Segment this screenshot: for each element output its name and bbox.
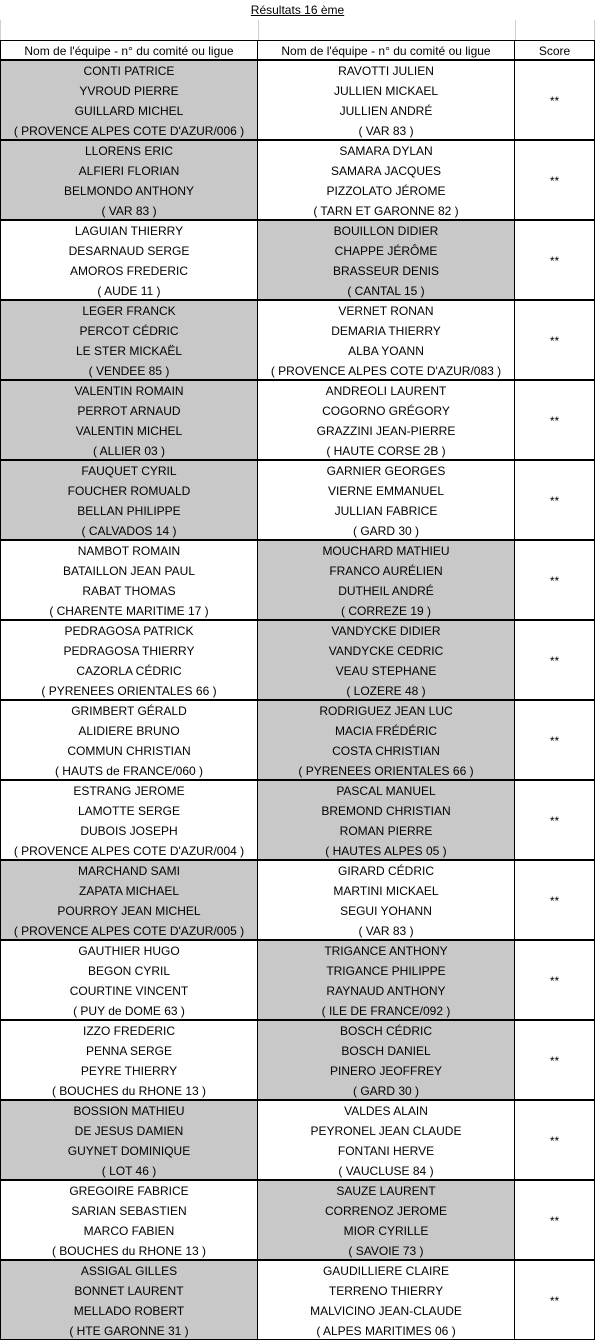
player-name: COMMUN CHRISTIAN xyxy=(67,744,191,758)
committee-label: ( ILE DE FRANCE/092 ) xyxy=(321,1004,451,1018)
player-name: ALIDIERE BRUNO xyxy=(78,724,180,738)
committee-label: ( GARD 30 ) xyxy=(352,524,419,538)
player-name: BOSCH DANIEL xyxy=(341,1044,431,1058)
player-name: BEGON CYRIL xyxy=(87,964,171,978)
player-name: RAVOTTI JULIEN xyxy=(338,64,434,78)
score-cell: ** xyxy=(514,380,595,460)
committee-label: ( LOT 46 ) xyxy=(101,1164,157,1178)
team-a-cell xyxy=(0,1100,258,1180)
team-b-cell xyxy=(257,1260,515,1340)
committee-label: ( TARN ET GARONNE 82 ) xyxy=(313,204,459,218)
score-cell: ** xyxy=(514,60,595,140)
committee-label: ( CALVADOS 14 ) xyxy=(81,524,177,538)
player-name: AMOROS FREDERIC xyxy=(69,264,188,278)
player-name: RAYNAUD ANTHONY xyxy=(326,984,446,998)
score-cell: ** xyxy=(514,540,595,620)
player-name: BELLAN PHILIPPE xyxy=(77,504,181,518)
player-name: FONTANI HERVE xyxy=(337,1144,435,1158)
player-name: PEYRONEL JEAN CLAUDE xyxy=(310,1124,462,1138)
team-b-cell xyxy=(257,140,515,220)
score-cell: ** xyxy=(514,700,595,780)
team-a-cell xyxy=(0,1260,258,1340)
header-team-a: Nom de l'équipe - n° du comité ou ligue xyxy=(0,40,258,60)
score-cell: ** xyxy=(514,1100,595,1180)
page-title: Résultats 16 ème xyxy=(250,3,345,17)
player-name: POURROY JEAN MICHEL xyxy=(57,904,201,918)
committee-label: ( BOUCHES du RHONE 13 ) xyxy=(51,1084,207,1098)
score-cell: ** xyxy=(514,860,595,940)
team-b-cell xyxy=(257,60,515,140)
player-name: CAZORLA CÉDRIC xyxy=(76,664,182,678)
match-row xyxy=(0,1260,595,1340)
score-cell: ** xyxy=(514,460,595,540)
player-name: SAMARA DYLAN xyxy=(339,144,433,158)
player-name: BOUILLON DIDIER xyxy=(333,224,439,238)
committee-label: ( SAVOIE 73 ) xyxy=(348,1244,424,1258)
player-name: GAUTHIER HUGO xyxy=(78,944,180,958)
player-name: BOSCH CÉDRIC xyxy=(339,1024,432,1038)
team-a-cell xyxy=(0,620,258,700)
player-name: COSTA CHRISTIAN xyxy=(332,744,440,758)
player-name: CONTI PATRICE xyxy=(83,64,175,78)
player-name: MARCHAND SAMI xyxy=(77,864,180,878)
player-name: TERRENO THIERRY xyxy=(328,1284,444,1298)
committee-label: ( PUY de DOME 63 ) xyxy=(73,1004,185,1018)
player-name: GRIMBERT GÉRALD xyxy=(71,704,187,718)
committee-label: ( AUDE 11 ) xyxy=(97,284,161,298)
team-b-cell xyxy=(257,1020,515,1100)
player-name: IZZO FREDERIC xyxy=(83,1024,175,1038)
player-name: JULLIEN MICKAEL xyxy=(333,84,439,98)
committee-label: ( VAR 83 ) xyxy=(358,924,414,938)
team-a-cell xyxy=(0,1180,258,1260)
score-cell: ** xyxy=(514,780,595,860)
score-cell: ** xyxy=(514,1180,595,1260)
player-name: PEDRAGOSA THIERRY xyxy=(63,644,195,658)
player-name: MALVICINO JEAN-CLAUDE xyxy=(310,1304,462,1318)
score-cell: ** xyxy=(514,1020,595,1100)
team-b-cell xyxy=(257,700,515,780)
committee-label: ( PROVENCE ALPES COTE D'AZUR/005 ) xyxy=(13,924,245,938)
player-name: COGORNO GRÉGORY xyxy=(322,404,450,418)
committee-label: ( HAUTES ALPES 05 ) xyxy=(325,844,447,858)
team-a-cell xyxy=(0,1020,258,1100)
player-name: PIZZOLATO JÉROME xyxy=(326,184,446,198)
committee-label: ( LOZERE 48 ) xyxy=(346,684,426,698)
team-a-cell xyxy=(0,300,258,380)
player-name: GRAZZINI JEAN-PIERRE xyxy=(316,424,456,438)
player-name: VALENTIN ROMAIN xyxy=(74,384,184,398)
team-b-cell xyxy=(257,220,515,300)
player-name: VANDYCKE DIDIER xyxy=(331,624,441,638)
team-a-cell xyxy=(0,140,258,220)
committee-label: ( VENDEE 85 ) xyxy=(88,364,170,378)
team-a-cell xyxy=(0,380,258,460)
player-name: MELLADO ROBERT xyxy=(73,1304,185,1318)
match-row xyxy=(0,1100,595,1180)
player-name: SARIAN SEBASTIEN xyxy=(71,1204,187,1218)
player-name: VEAU STEPHANE xyxy=(335,664,437,678)
team-a-cell xyxy=(0,540,258,620)
team-b-cell xyxy=(257,1180,515,1260)
committee-label: ( CHARENTE MARITIME 17 ) xyxy=(49,604,209,618)
player-name: BATAILLON JEAN PAUL xyxy=(62,564,196,578)
match-row xyxy=(0,1020,595,1100)
player-name: SAMARA JACQUES xyxy=(330,164,442,178)
committee-label: ( HAUTE CORSE 2B ) xyxy=(326,444,446,458)
player-name: ALFIERI FLORIAN xyxy=(78,164,180,178)
team-b-cell xyxy=(257,540,515,620)
player-name: DUTHEIL ANDRÉ xyxy=(338,584,434,598)
player-name: SEGUI YOHANN xyxy=(340,904,432,918)
player-name: SAUZE LAURENT xyxy=(336,1184,436,1198)
player-name: YVROUD PIERRE xyxy=(79,84,179,98)
committee-label: ( ALPES MARITIMES 06 ) xyxy=(316,1324,456,1338)
committee-label: ( PROVENCE ALPES COTE D'AZUR/004 ) xyxy=(13,844,245,858)
player-name: CORRENOZ JEROME xyxy=(324,1204,447,1218)
player-name: PEYRE THIERRY xyxy=(80,1064,178,1078)
player-name: BONNET LAURENT xyxy=(74,1284,184,1298)
player-name: DUBOIS JOSEPH xyxy=(80,824,178,838)
player-name: VALENTIN MICHEL xyxy=(75,424,183,438)
team-a-cell xyxy=(0,220,258,300)
header-score: Score xyxy=(514,40,595,60)
committee-label: ( PYRENEES ORIENTALES 66 ) xyxy=(298,764,474,778)
player-name: RODRIGUEZ JEAN LUC xyxy=(319,704,453,718)
team-b-cell xyxy=(257,940,515,1020)
player-name: ANDREOLI LAURENT xyxy=(325,384,447,398)
team-b-cell xyxy=(257,860,515,940)
committee-label: ( PROVENCE ALPES COTE D'AZUR/083 ) xyxy=(270,364,502,378)
grid-line xyxy=(515,20,516,40)
match-row xyxy=(0,780,595,860)
match-row xyxy=(0,540,595,620)
score-cell: ** xyxy=(514,300,595,380)
team-b-cell xyxy=(257,300,515,380)
player-name: BREMOND CHRISTIAN xyxy=(321,804,451,818)
match-row xyxy=(0,220,595,300)
player-name: ZAPATA MICHAEL xyxy=(78,884,180,898)
committee-label: ( ALLIER 03 ) xyxy=(92,444,166,458)
player-name: VERNET RONAN xyxy=(338,304,434,318)
match-row xyxy=(0,1180,595,1260)
player-name: VIERNE EMMANUEL xyxy=(327,484,445,498)
player-name: GREGOIRE FABRICE xyxy=(69,1184,189,1198)
player-name: JULLIAN FABRICE xyxy=(334,504,438,518)
player-name: MARCO FABIEN xyxy=(83,1224,175,1238)
committee-label: ( VAR 83 ) xyxy=(358,124,414,138)
player-name: MARTINI MICKAEL xyxy=(333,884,439,898)
player-name: CHAPPE JÉRÔME xyxy=(334,244,438,258)
committee-label: ( VAR 83 ) xyxy=(101,204,157,218)
committee-label: ( BOUCHES du RHONE 13 ) xyxy=(51,1244,207,1258)
player-name: LAMOTTE SERGE xyxy=(77,804,181,818)
player-name: TRIGANCE ANTHONY xyxy=(324,944,448,958)
player-name: PEDRAGOSA PATRICK xyxy=(64,624,194,638)
score-cell: ** xyxy=(514,140,595,220)
player-name: PERROT ARNAUD xyxy=(77,404,181,418)
team-b-cell xyxy=(257,460,515,540)
committee-label: ( CANTAL 15 ) xyxy=(347,284,425,298)
player-name: LAGUIAN THIERRY xyxy=(74,224,184,238)
team-a-cell xyxy=(0,940,258,1020)
player-name: BRASSEUR DENIS xyxy=(332,264,440,278)
match-row xyxy=(0,300,595,380)
match-row xyxy=(0,60,595,140)
player-name: LEGER FRANCK xyxy=(82,304,176,318)
committee-label: ( PROVENCE ALPES COTE D'AZUR/006 ) xyxy=(13,124,245,138)
player-name: DEMARIA THIERRY xyxy=(331,324,441,338)
player-name: ROMAN PIERRE xyxy=(339,824,433,838)
player-name: MACIA FRÉDÉRIC xyxy=(334,724,437,738)
committee-label: ( VAUCLUSE 84 ) xyxy=(338,1164,434,1178)
player-name: PENNA SERGE xyxy=(85,1044,173,1058)
player-name: VANDYCKE CEDRIC xyxy=(328,644,444,658)
player-name: VALDES ALAIN xyxy=(344,1104,428,1118)
blank-row xyxy=(0,20,595,40)
player-name: TRIGANCE PHILIPPE xyxy=(326,964,446,978)
match-row xyxy=(0,620,595,700)
score-cell: ** xyxy=(514,1260,595,1340)
committee-label: ( CORREZE 19 ) xyxy=(340,604,431,618)
player-name: GUYNET DOMINIQUE xyxy=(67,1144,191,1158)
team-a-cell xyxy=(0,60,258,140)
player-name: GIRARD CÉDRIC xyxy=(337,864,434,878)
player-name: DESARNAUD SERGE xyxy=(68,244,190,258)
table-header xyxy=(0,40,595,60)
player-name: MIOR CYRILLE xyxy=(343,1224,429,1238)
team-b-cell xyxy=(257,380,515,460)
player-name: LLORENS ERIC xyxy=(84,144,174,158)
team-b-cell xyxy=(257,620,515,700)
player-name: ESTRANG JEROME xyxy=(73,784,185,798)
team-b-cell xyxy=(257,1100,515,1180)
committee-label: ( GARD 30 ) xyxy=(352,1084,419,1098)
player-name: ASSIGAL GILLES xyxy=(80,1264,178,1278)
committee-label: ( HAUTS de FRANCE/060 ) xyxy=(54,764,204,778)
team-a-cell xyxy=(0,700,258,780)
team-a-cell xyxy=(0,860,258,940)
player-name: ALBA YOANN xyxy=(348,344,424,358)
score-cell: ** xyxy=(514,220,595,300)
player-name: GAUDILLIERE CLAIRE xyxy=(322,1264,450,1278)
match-row xyxy=(0,140,595,220)
match-row xyxy=(0,940,595,1020)
committee-label: ( PYRENEES ORIENTALES 66 ) xyxy=(41,684,217,698)
match-row xyxy=(0,460,595,540)
player-name: PINERO JEOFFREY xyxy=(329,1064,442,1078)
match-row xyxy=(0,860,595,940)
header-team-b: Nom de l'équipe - n° du comité ou ligue xyxy=(257,40,515,60)
team-a-cell xyxy=(0,780,258,860)
player-name: FRANCO AURÉLIEN xyxy=(329,564,443,578)
player-name: NAMBOT ROMAIN xyxy=(77,544,181,558)
player-name: BOSSION MATHIEU xyxy=(73,1104,185,1118)
player-name: FOUCHER ROMUALD xyxy=(67,484,191,498)
score-cell: ** xyxy=(514,940,595,1020)
player-name: JULLIEN ANDRÉ xyxy=(339,104,433,118)
player-name: GARNIER GEORGES xyxy=(326,464,446,478)
player-name: RABAT THOMAS xyxy=(82,584,176,598)
team-b-cell xyxy=(257,780,515,860)
player-name: MOUCHARD MATHIEU xyxy=(322,544,450,558)
player-name: BELMONDO ANTHONY xyxy=(63,184,195,198)
player-name: FAUQUET CYRIL xyxy=(81,464,177,478)
match-row xyxy=(0,700,595,780)
grid-line xyxy=(258,20,259,40)
player-name: GUILLARD MICHEL xyxy=(74,104,184,118)
player-name: COURTINE VINCENT xyxy=(69,984,189,998)
player-name: PERCOT CÉDRIC xyxy=(79,324,179,338)
player-name: LE STER MICKAËL xyxy=(75,344,183,358)
match-row xyxy=(0,380,595,460)
player-name: PASCAL MANUEL xyxy=(336,784,436,798)
player-name: DE JESUS DAMIEN xyxy=(74,1124,184,1138)
team-a-cell xyxy=(0,460,258,540)
score-cell: ** xyxy=(514,620,595,700)
committee-label: ( HTE GARONNE 31 ) xyxy=(69,1324,189,1338)
